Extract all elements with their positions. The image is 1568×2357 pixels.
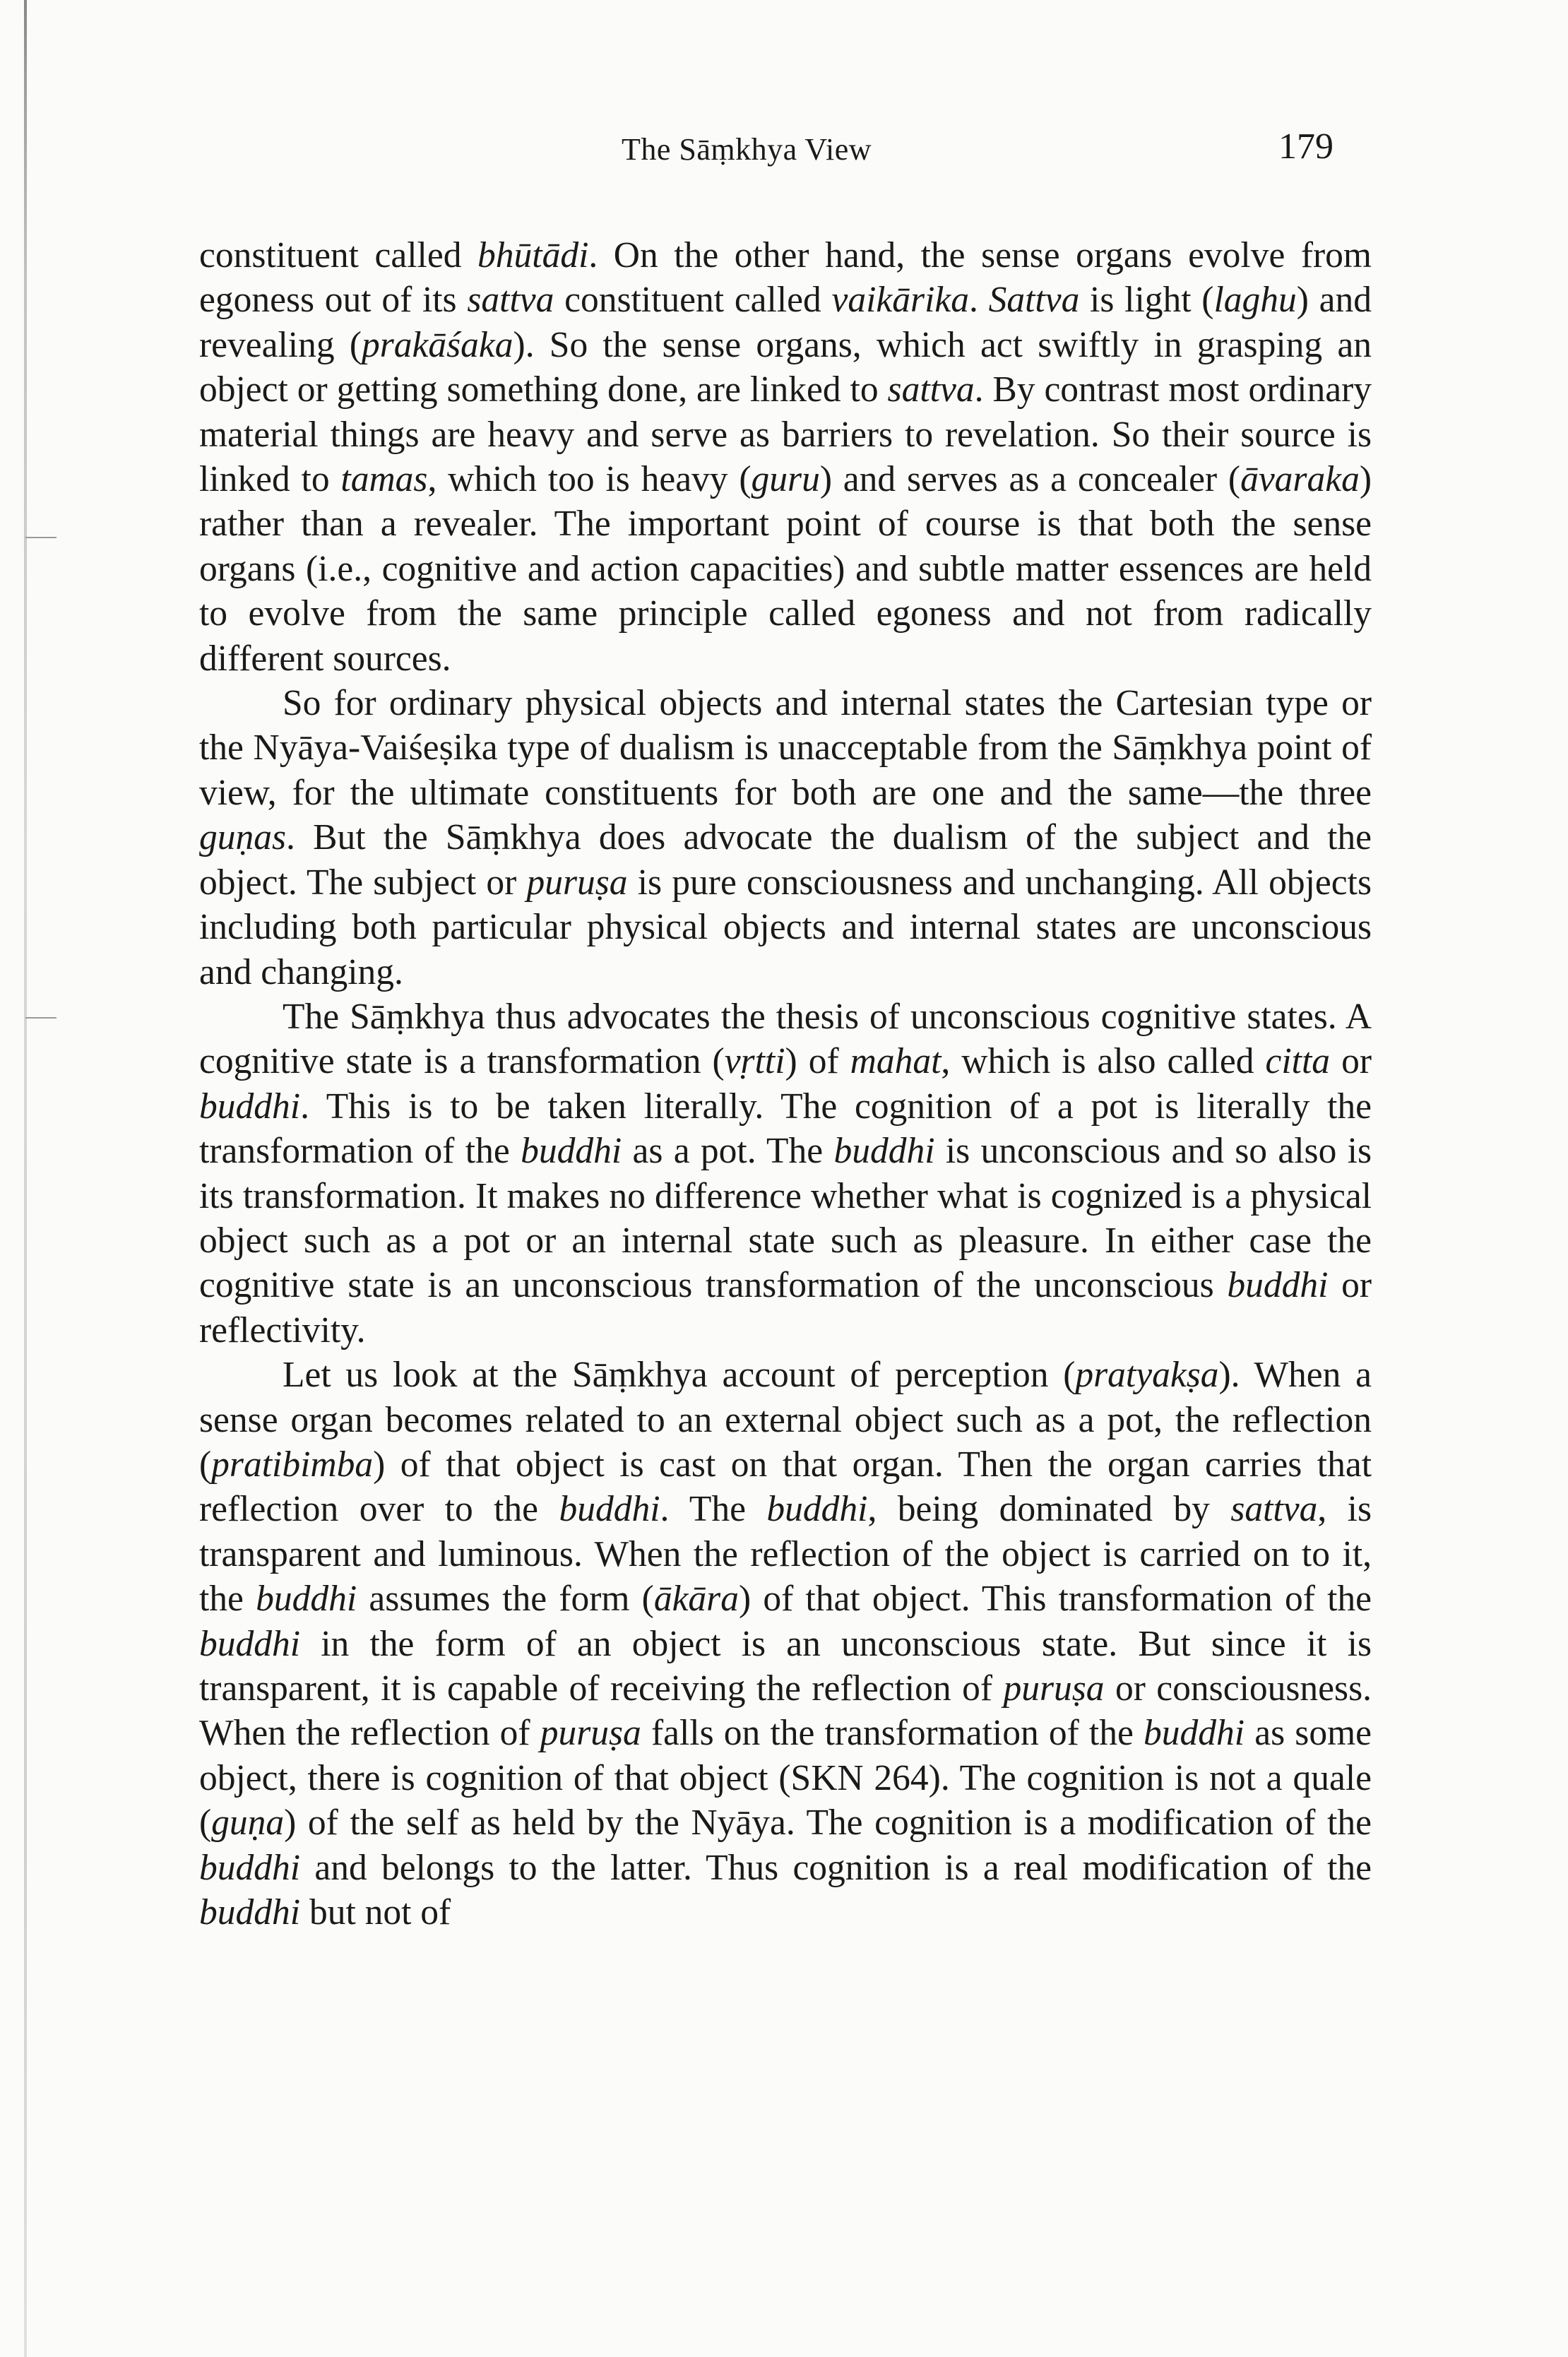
text-run: constituent called [199,235,478,275]
italic-term: buddhi [766,1489,868,1530]
text-run: and belongs to the latter. Thus cognition is a real modification of the [300,1847,1372,1888]
text-run: ). When a sense organ becomes related to an external object such as a pot, the reflection ( [199,1355,1372,1485]
text-run: as some object, there is cognition of that object (SKN 264). The cognition is not a quale ( [199,1713,1372,1844]
italic-term: tamas [340,459,428,500]
scan-binding-edge [24,0,27,2357]
paragraph [199,233,1372,681]
text-run: ) rather than a revealer. The important point of course is that both the sense organs (i.e., cognitive and action capacities) and subtle matter essences are held to evolve from the same principle called egoness and not from radically different sources. [199,459,1372,679]
italic-term: bhūtādi [477,235,589,275]
paragraph [199,1353,1372,1935]
text-run: in the form of an object is an unconscious state. But since it is transparent, it is capable of receiving the reflection of [199,1623,1372,1709]
italic-term: citta [1265,1041,1331,1082]
italic-term: buddhi [833,1131,935,1172]
italic-term: buddhi [1227,1265,1329,1306]
italic-term: pratibimba [211,1444,374,1485]
text-run: So for ordinary physical objects and internal states the Cartesian type or the Nyāya-Vaiśeṣika type of dualism is unacceptable from the Sāṃkhya point of view, for the ultimate constituents for both are one and the same—the three [199,683,1372,813]
italic-term: buddhi [1144,1713,1245,1754]
text-run: . On the other hand, the sense organs evolve from egoness out of its [199,235,1372,321]
page-number: 179 [1278,126,1334,167]
italic-term: sattva [467,280,554,321]
text-run: is light ( [1079,280,1214,321]
italic-term: pratyakṣa [1075,1355,1219,1396]
text-run: or consciousness. When the reflection of [199,1668,1372,1754]
text-run: ) of the self as held by the Nyāya. The cognition is a modification of the [284,1803,1372,1844]
italic-term: puruṣa [1003,1668,1105,1709]
text-run: , being dominated by [867,1489,1231,1530]
paragraph [199,995,1372,1353]
text-run: ) of that object is cast on that organ. Then the organ carries that reflection over to the [199,1444,1372,1530]
italic-term: puruṣa [540,1713,641,1754]
italic-term: buddhi [199,1847,301,1888]
text-run: is pure consciousness and unchanging. All objects including both particular physical objects and internal states are unconscious and changing. [199,862,1372,992]
italic-term: prakāśaka [361,324,513,365]
italic-term: sattva [887,369,975,410]
italic-term: guṇa [211,1803,285,1844]
text-run: . This is to be taken literally. The cognition of a pot is literally the transformation of the [199,1086,1372,1172]
italic-term: āvaraka [1240,459,1360,500]
text-run: ) of [785,1041,850,1082]
scan-margin-mark [25,537,57,538]
text-run: assumes the form ( [357,1579,654,1620]
paragraph [199,681,1372,995]
italic-term: buddhi [199,1892,301,1933]
italic-term: guru [751,459,820,500]
text-run: Let us look at the Sāṃkhya account of perception ( [283,1355,1076,1396]
text-run: or reflectivity. [199,1265,1372,1350]
text-run: ) of that object. This transformation of the [738,1579,1372,1620]
text-run: . [968,280,989,321]
body-text [199,233,1372,1935]
text-run: ) and serves as a concealer ( [819,459,1241,500]
text-run: but not of [300,1892,451,1933]
running-head [0,126,1568,175]
scan-margin-mark [25,1017,57,1019]
italic-term: buddhi [199,1086,301,1127]
italic-term: buddhi [521,1131,622,1172]
italic-term: buddhi [199,1623,301,1664]
text-run: , which too is heavy ( [427,459,752,500]
text-run: ). So the sense organs, which act swiftly in grasping an object or getting something done, are linked to [199,324,1372,410]
italic-term: Sattva [988,280,1080,321]
italic-term: buddhi [256,1579,357,1620]
text-run: is unconscious and so also is its transformation. It makes no difference whether what is cognized is a physical object such as a pot or an internal state such as pleasure. In either case the cognitive state is an unconscious transformation of the unconscious [199,1131,1372,1306]
text-run: constituent called [554,280,832,321]
text-run: , is transparent and luminous. When the reflection of the object is carried on to it, the [199,1489,1372,1620]
italic-term: puruṣa [526,862,628,903]
italic-term: ākāra [653,1579,739,1620]
italic-term: vṛtti [724,1041,785,1082]
text-run: The Sāṃkhya thus advocates the thesis of unconscious cognitive states. A cognitive state is a transformation ( [199,996,1372,1082]
text-run: . The [660,1489,767,1530]
italic-term: laghu [1213,280,1297,321]
italic-term: sattva [1230,1489,1318,1530]
italic-term: mahat [850,1041,942,1082]
italic-term: vaikārika [831,280,969,321]
text-run: falls on the transformation of the [641,1713,1144,1754]
text-run: . By contrast most ordinary material things are heavy and serve as barriers to revelation. So their source is linked to [199,369,1372,500]
text-run: , which is also called [941,1041,1266,1082]
text-run: as a pot. The [622,1131,834,1172]
italic-term: buddhi [559,1489,660,1530]
text-run: ) and revealing ( [199,280,1372,365]
text-run: or [1330,1041,1372,1082]
running-title: The Sāṃkhya View [622,132,872,167]
italic-term: guṇas [199,817,287,858]
text-run: . But the Sāṃkhya does advocate the dualism of the subject and the object. The subject or [199,817,1372,903]
